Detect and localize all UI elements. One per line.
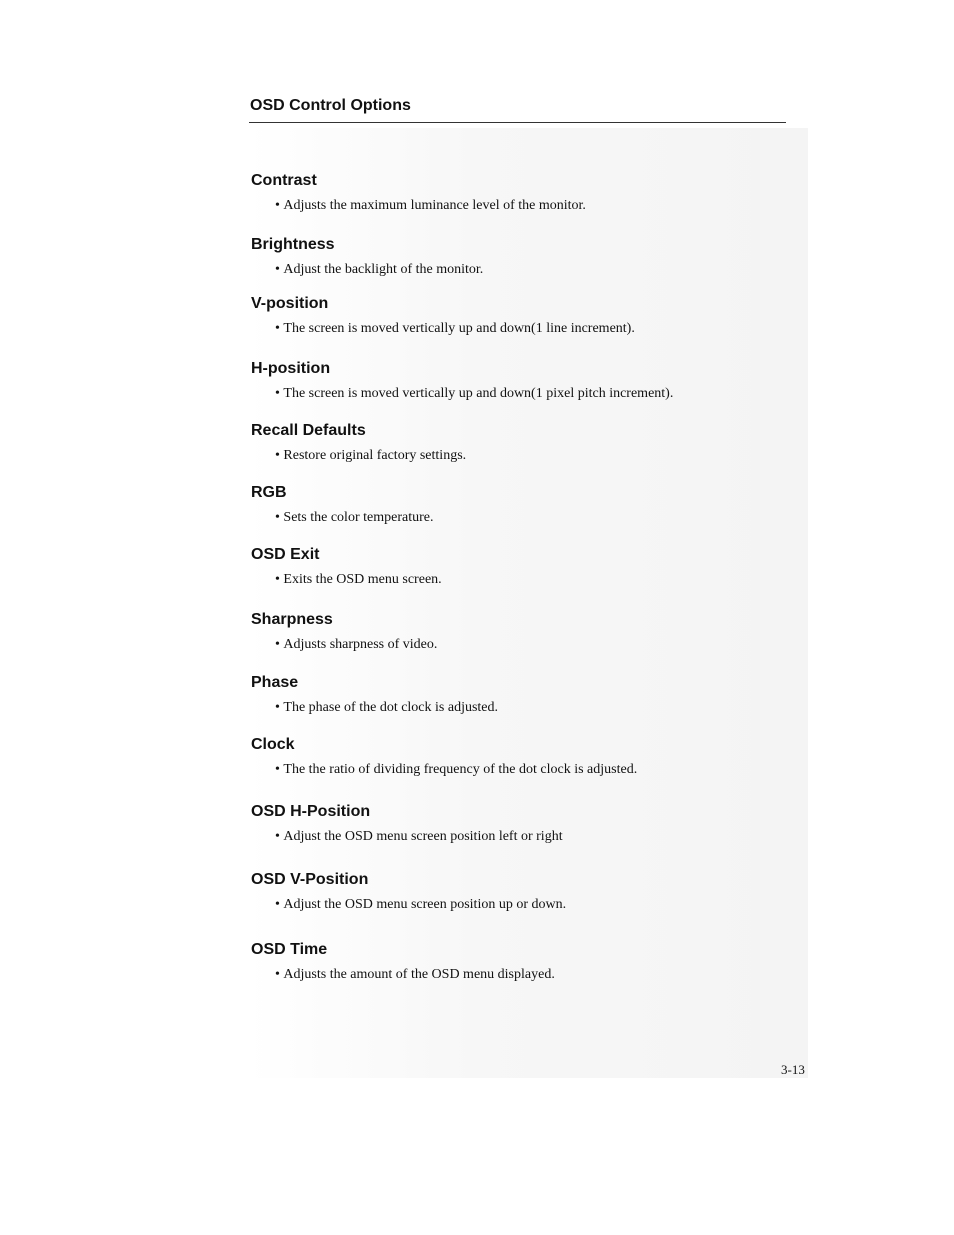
title-divider xyxy=(249,122,786,123)
section-description: • Sets the color temperature. xyxy=(275,509,791,527)
section-sharpness xyxy=(251,610,791,654)
section-heading: V-position xyxy=(251,295,329,312)
section-heading: OSD V-Position xyxy=(251,871,369,888)
section-heading: Brightness xyxy=(251,236,335,253)
section-heading: Sharpness xyxy=(251,611,333,628)
section-recall-defaults xyxy=(251,421,791,465)
section-heading: Clock xyxy=(251,736,295,753)
section-osd-h-position xyxy=(251,802,791,846)
section-heading: Contrast xyxy=(251,172,317,189)
section-heading: OSD H-Position xyxy=(251,803,371,820)
section-description: • The phase of the dot clock is adjusted. xyxy=(275,699,791,717)
section-description: • Exits the OSD menu screen. xyxy=(275,571,791,589)
section-osd-exit xyxy=(251,545,791,589)
section-description: • Adjust the OSD menu screen position up or down. xyxy=(275,896,791,914)
section-heading: RGB xyxy=(251,484,287,501)
section-description: • Restore original factory settings. xyxy=(275,447,791,465)
page-number: 3-13 xyxy=(781,1062,805,1077)
section-clock xyxy=(251,735,791,779)
section-phase xyxy=(251,673,791,717)
section-osd-time xyxy=(251,940,791,984)
page-title: OSD Control Options xyxy=(250,97,411,114)
section-contrast xyxy=(251,171,791,215)
section-description: • The screen is moved vertically up and down(1 pixel pitch increment). xyxy=(275,385,791,403)
section-heading: H-position xyxy=(251,360,331,377)
section-heading: OSD Time xyxy=(251,941,328,958)
section-heading: Phase xyxy=(251,674,299,691)
section-description: • Adjusts the maximum luminance level of the monitor. xyxy=(275,197,791,215)
section-description: • Adjust the backlight of the monitor. xyxy=(275,261,791,279)
section-description: • Adjusts sharpness of video. xyxy=(275,636,791,654)
section-osd-v-position xyxy=(251,870,791,914)
section-description: • The screen is moved vertically up and down(1 line increment). xyxy=(275,320,791,338)
section-description: • Adjusts the amount of the OSD menu displayed. xyxy=(275,966,791,984)
section-brightness xyxy=(251,235,791,279)
section-heading: OSD Exit xyxy=(251,546,320,563)
section-v-position xyxy=(251,294,791,338)
section-description: • The the ratio of dividing frequency of the dot clock is adjusted. xyxy=(275,761,791,779)
section-description: • Adjust the OSD menu screen position left or right xyxy=(275,828,791,846)
section-heading: Recall Defaults xyxy=(251,422,366,439)
section-h-position xyxy=(251,359,791,403)
section-rgb xyxy=(251,483,791,527)
